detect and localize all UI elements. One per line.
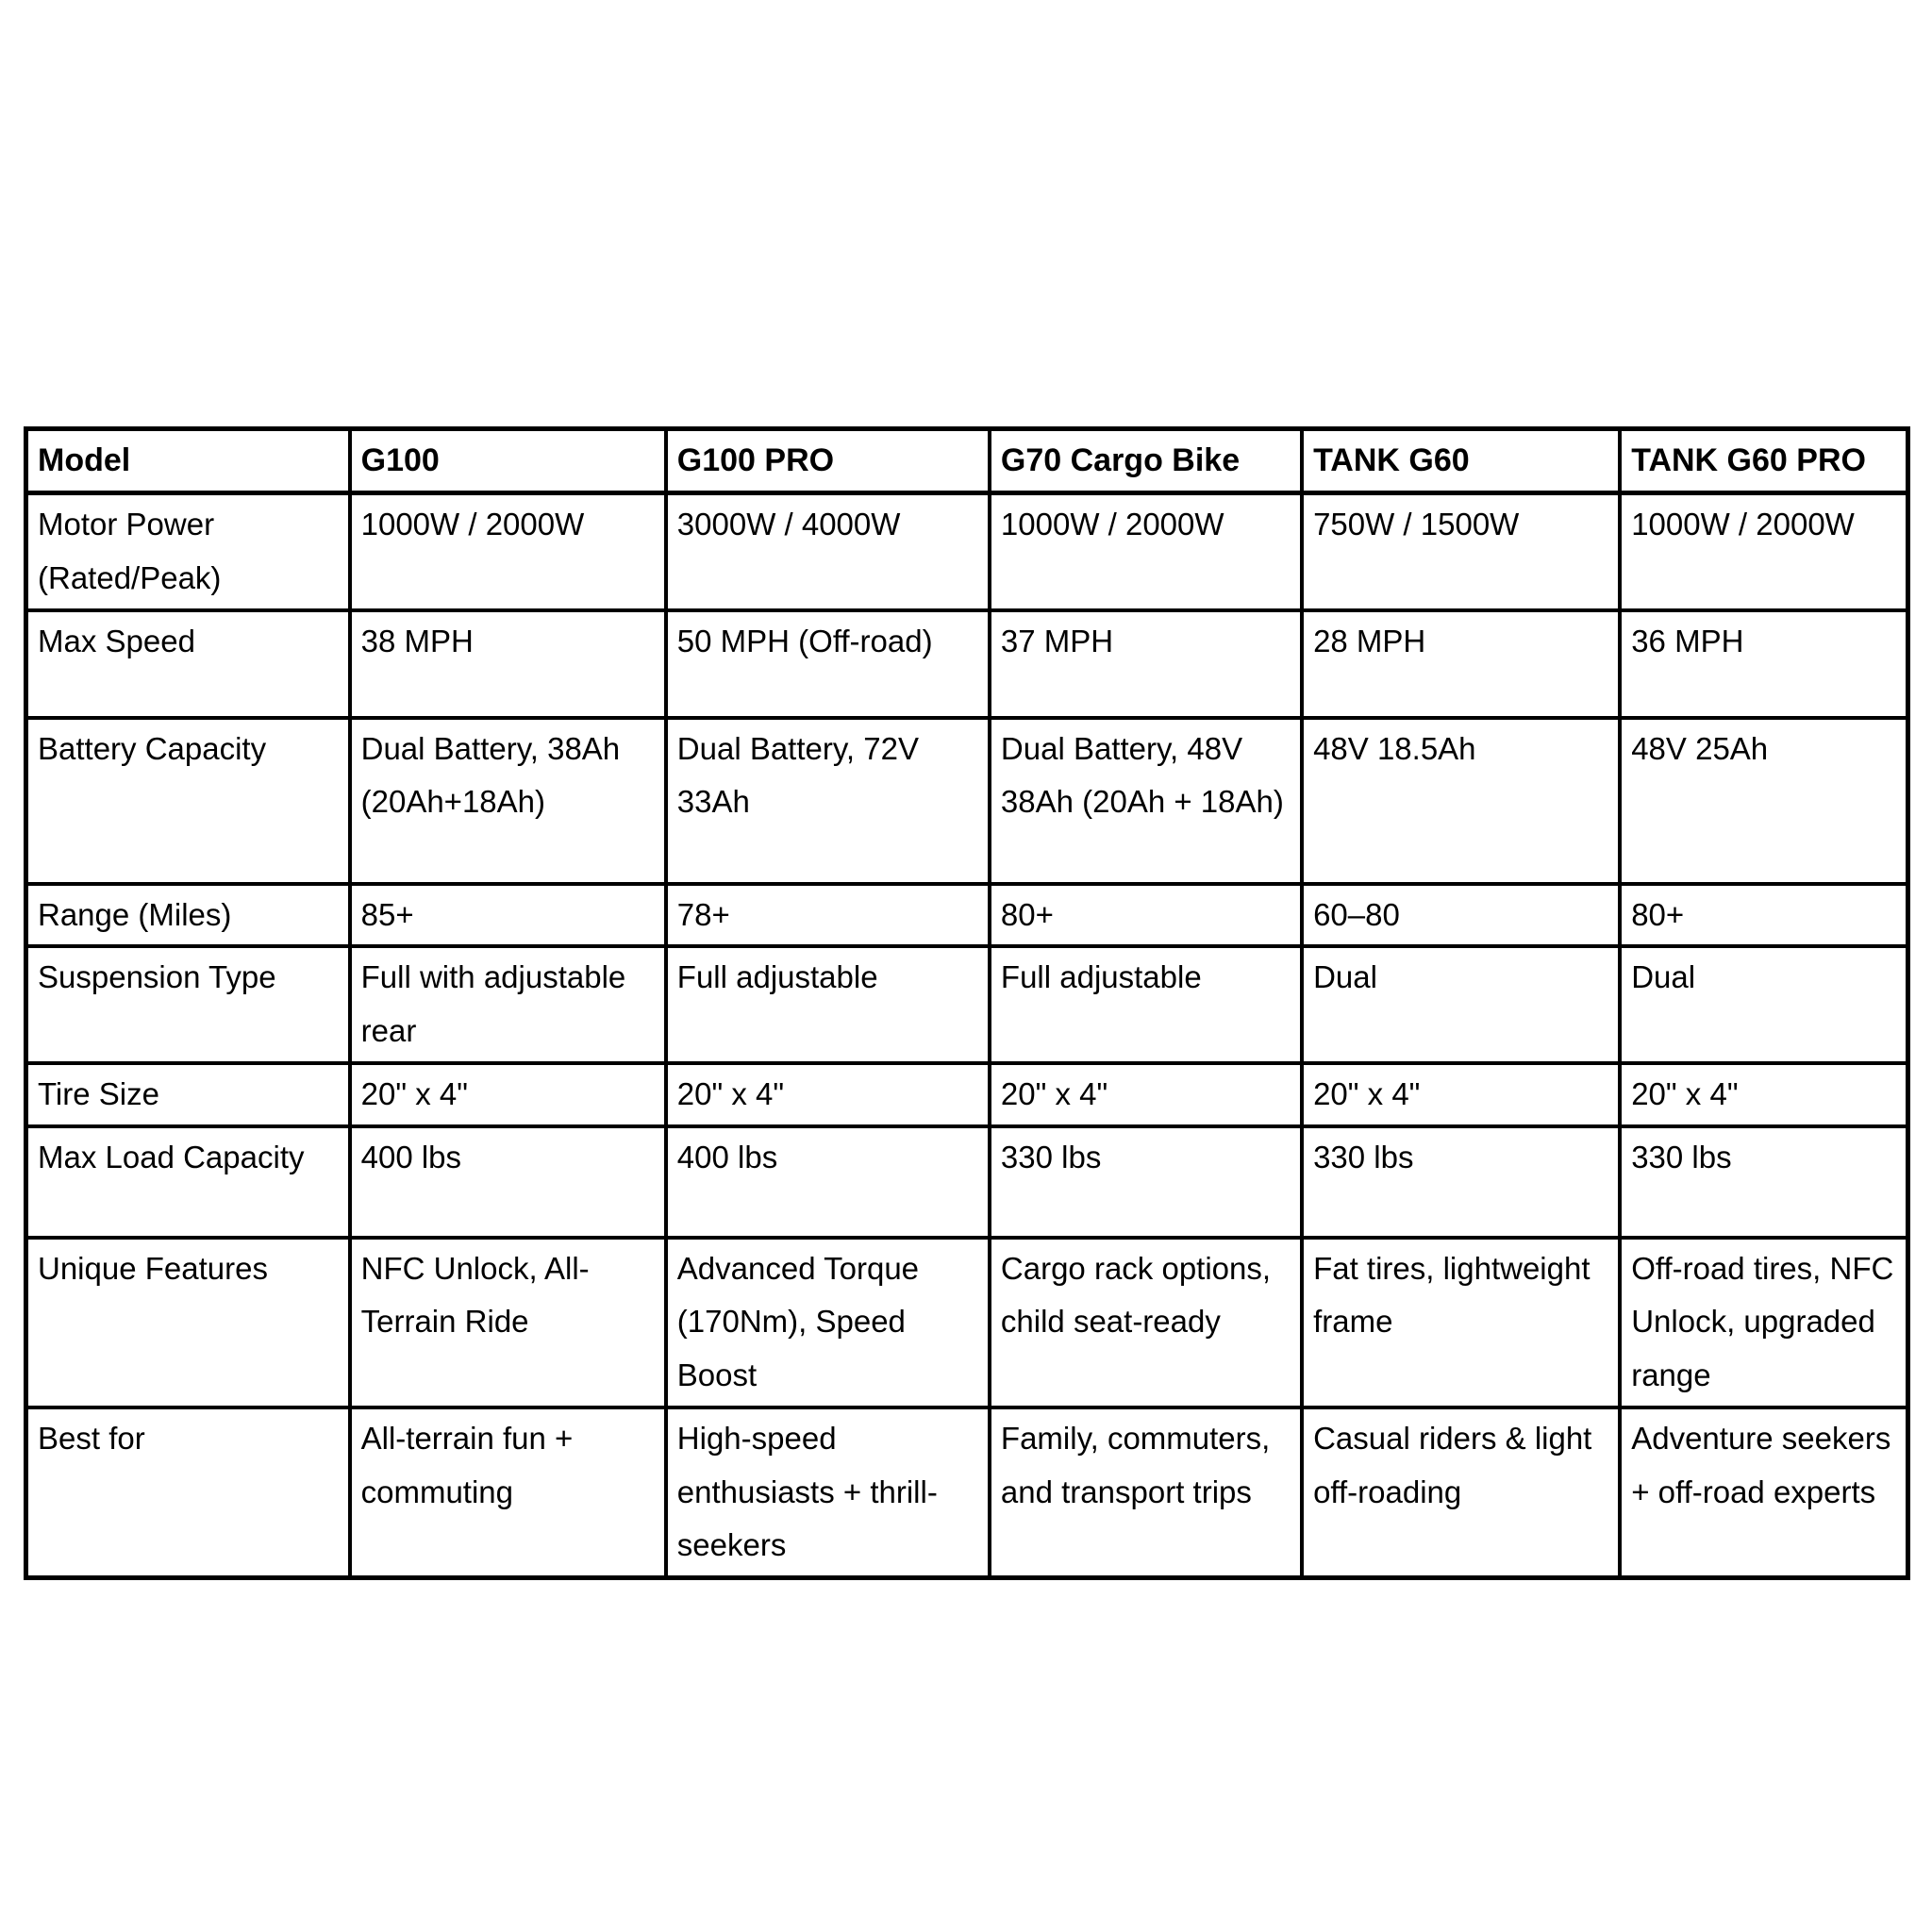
- spec-cell: 20" x 4": [1302, 1063, 1620, 1126]
- spec-cell: 1000W / 2000W: [350, 493, 666, 610]
- spec-cell: Cargo rack options, child seat-ready: [990, 1238, 1302, 1407]
- spec-cell: All-terrain fun + commuting: [350, 1407, 666, 1578]
- spec-cell: Casual riders & light off-roading: [1302, 1407, 1620, 1578]
- spec-cell: Dual: [1302, 946, 1620, 1063]
- spec-cell: 330 lbs: [1302, 1126, 1620, 1238]
- spec-cell: High-speed enthusiasts + thrill-seekers: [666, 1407, 990, 1578]
- header-cell-g70-cargo-bike: G70 Cargo Bike: [990, 429, 1302, 493]
- table-row-suspension-type: [26, 946, 1908, 1063]
- row-label: Battery Capacity: [26, 718, 350, 884]
- spec-cell: Dual: [1620, 946, 1907, 1063]
- spec-cell: 750W / 1500W: [1302, 493, 1620, 610]
- spec-cell: Full adjustable: [990, 946, 1302, 1063]
- table-row-motor-power: [26, 493, 1908, 610]
- spec-cell: 3000W / 4000W: [666, 493, 990, 610]
- spec-cell: 28 MPH: [1302, 610, 1620, 718]
- spec-cell: 36 MPH: [1620, 610, 1907, 718]
- table-row-range: [26, 884, 1908, 947]
- spec-cell: 20" x 4": [666, 1063, 990, 1126]
- spec-cell: 400 lbs: [350, 1126, 666, 1238]
- row-label: Max Speed: [26, 610, 350, 718]
- spec-cell: Adventure seekers + off-road experts: [1620, 1407, 1907, 1578]
- header-cell-tank-g60-pro: TANK G60 PRO: [1620, 429, 1907, 493]
- spec-cell: 78+: [666, 884, 990, 947]
- spec-cell: 400 lbs: [666, 1126, 990, 1238]
- header-cell-g100-pro: G100 PRO: [666, 429, 990, 493]
- spec-cell: Full with adjustable rear: [350, 946, 666, 1063]
- spec-cell: 38 MPH: [350, 610, 666, 718]
- spec-cell: Full adjustable: [666, 946, 990, 1063]
- row-label: Max Load Capacity: [26, 1126, 350, 1238]
- spec-cell: 48V 25Ah: [1620, 718, 1907, 884]
- comparison-table: [24, 426, 1910, 1580]
- spec-cell: 1000W / 2000W: [1620, 493, 1907, 610]
- spec-cell: 1000W / 2000W: [990, 493, 1302, 610]
- spec-cell: 330 lbs: [990, 1126, 1302, 1238]
- spec-cell: Dual Battery, 72V 33Ah: [666, 718, 990, 884]
- spec-cell: Fat tires, lightweight frame: [1302, 1238, 1620, 1407]
- table-row-tire-size: [26, 1063, 1908, 1126]
- spec-cell: 37 MPH: [990, 610, 1302, 718]
- spec-cell: 330 lbs: [1620, 1126, 1907, 1238]
- spec-cell: Advanced Torque (170Nm), Speed Boost: [666, 1238, 990, 1407]
- row-label: Suspension Type: [26, 946, 350, 1063]
- row-label: Unique Features: [26, 1238, 350, 1407]
- spec-cell: 20" x 4": [1620, 1063, 1907, 1126]
- row-label: Motor Power (Rated/Peak): [26, 493, 350, 610]
- spec-cell: NFC Unlock, All-Terrain Ride: [350, 1238, 666, 1407]
- spec-cell: 48V 18.5Ah: [1302, 718, 1620, 884]
- table-row-best-for: [26, 1407, 1908, 1578]
- spec-cell: 60–80: [1302, 884, 1620, 947]
- header-cell-g100: G100: [350, 429, 666, 493]
- spec-cell: Dual Battery, 38Ah (20Ah+18Ah): [350, 718, 666, 884]
- spec-cell: 80+: [990, 884, 1302, 947]
- spec-cell: 85+: [350, 884, 666, 947]
- spec-cell: 20" x 4": [990, 1063, 1302, 1126]
- row-label: Range (Miles): [26, 884, 350, 947]
- row-label: Best for: [26, 1407, 350, 1578]
- spec-cell: Off-road tires, NFC Unlock, upgraded range: [1620, 1238, 1907, 1407]
- table-row-max-speed: [26, 610, 1908, 718]
- table-row-unique-features: [26, 1238, 1908, 1407]
- spec-cell: Family, commuters, and transport trips: [990, 1407, 1302, 1578]
- header-cell-model: Model: [26, 429, 350, 493]
- table-row-battery-capacity: [26, 718, 1908, 884]
- spec-cell: 50 MPH (Off-road): [666, 610, 990, 718]
- header-cell-tank-g60: TANK G60: [1302, 429, 1620, 493]
- spec-cell: Dual Battery, 48V 38Ah (20Ah + 18Ah): [990, 718, 1302, 884]
- row-label: Tire Size: [26, 1063, 350, 1126]
- header-row: [26, 429, 1908, 493]
- spec-cell: 20" x 4": [350, 1063, 666, 1126]
- table-row-max-load-capacity: [26, 1126, 1908, 1238]
- spec-cell: 80+: [1620, 884, 1907, 947]
